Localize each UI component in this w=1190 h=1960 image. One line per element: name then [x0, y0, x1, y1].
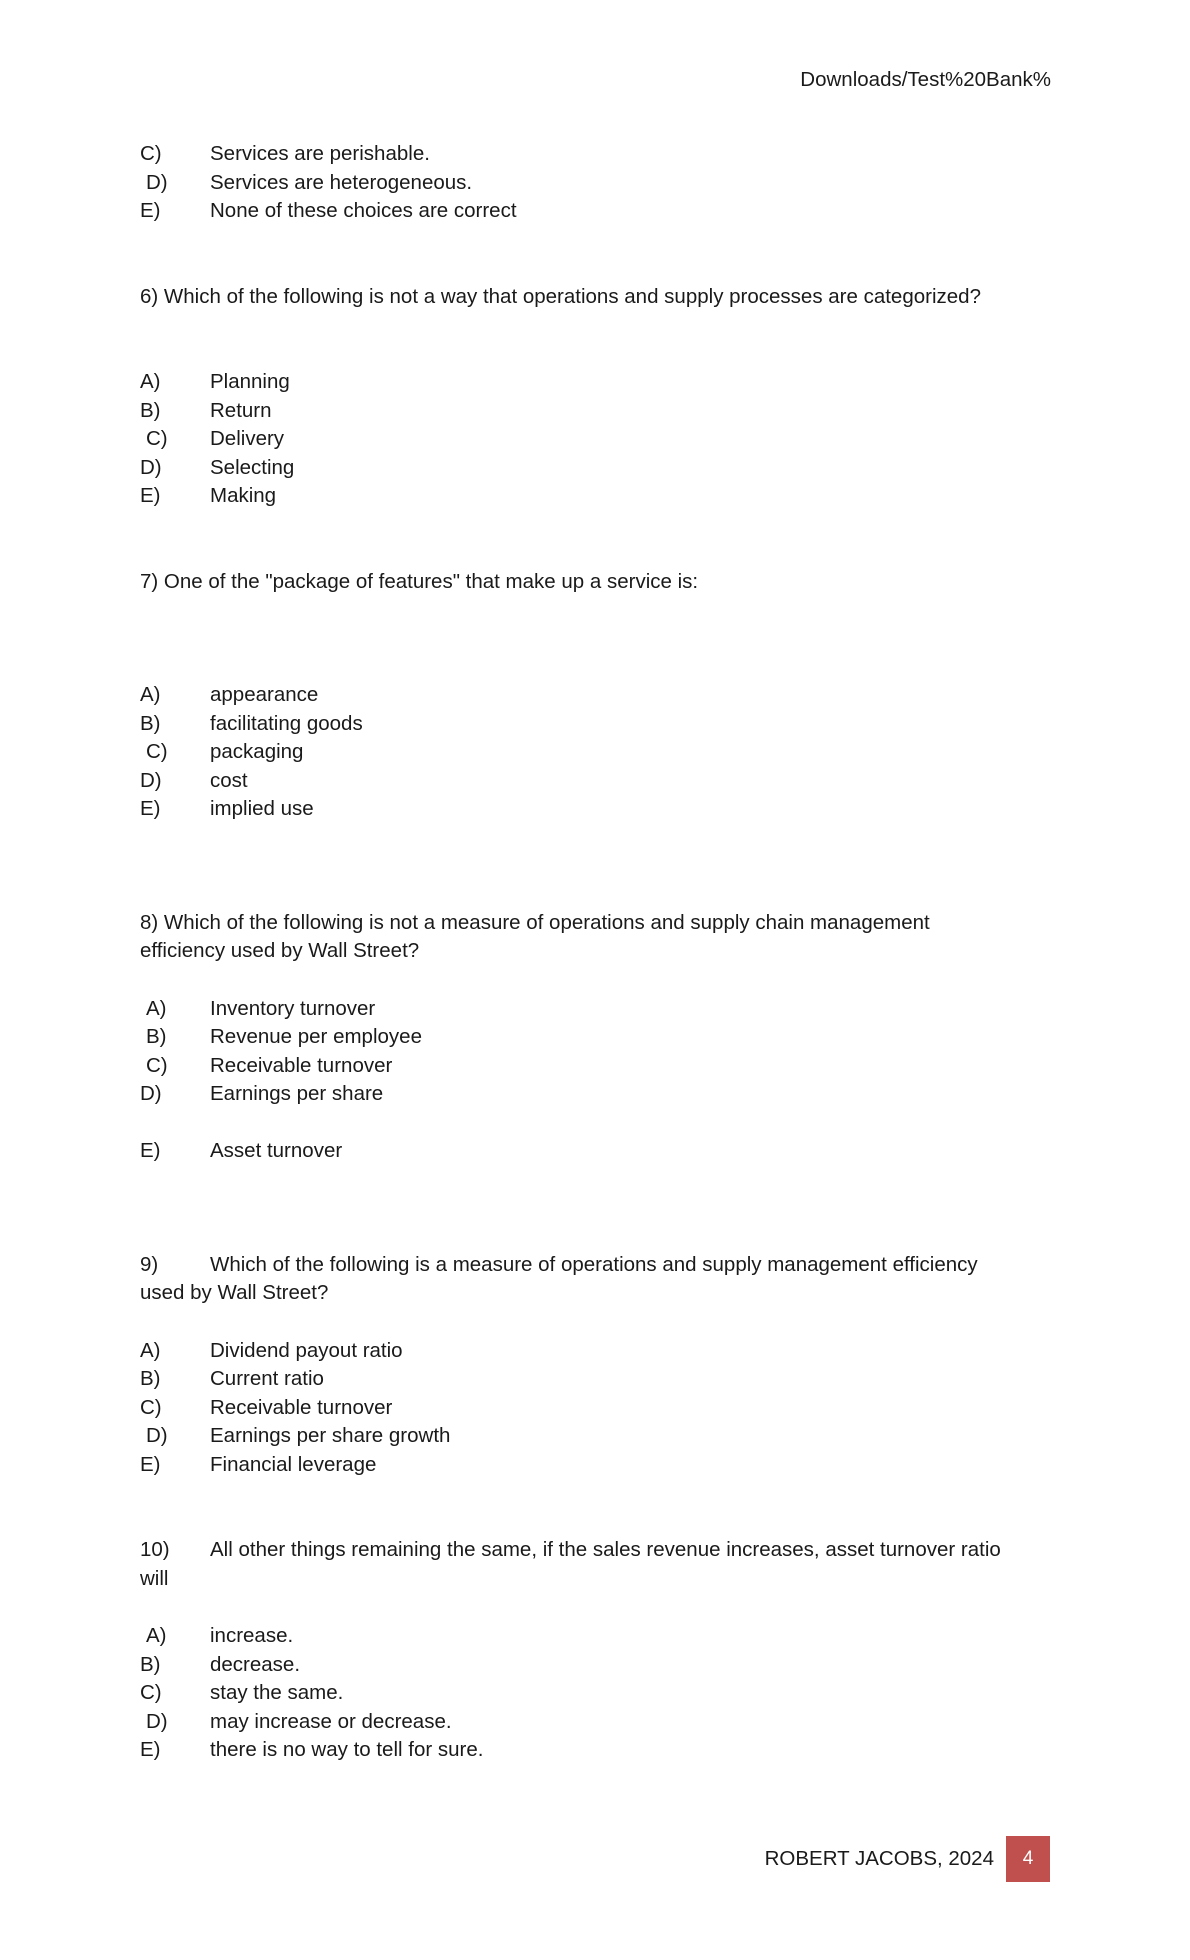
option-letter: A) — [146, 996, 167, 1020]
question-8-options — [140, 995, 1060, 1166]
question-7-text: 7) One of the "package of features" that make up a service is: — [140, 569, 699, 593]
list-item — [140, 397, 1060, 426]
question-9-number: 9) — [140, 1252, 159, 1276]
option-text: there is no way to tell for sure. — [210, 1738, 484, 1761]
option-letter: E) — [140, 484, 161, 507]
question-9-text — [140, 1251, 1060, 1308]
option-letter: C) — [146, 740, 168, 763]
question-6-text: 6) Which of the following is not a way that operations and supply processes are categorized? — [140, 284, 981, 308]
option-letter: D) — [140, 768, 162, 792]
option-letter: B) — [140, 1367, 161, 1390]
option-letter: B) — [140, 1652, 161, 1676]
option-text: decrease. — [210, 1652, 301, 1676]
option-letter: E) — [140, 1738, 161, 1761]
option-text: Selecting — [210, 455, 295, 479]
question-9-line-1-text: Which of the following is a measure of operations and supply management efficiency — [210, 1252, 978, 1276]
option-text: Receivable turnover — [210, 1053, 393, 1077]
list-item — [140, 140, 1060, 169]
option-text: Financial leverage — [210, 1452, 377, 1476]
header-path: Downloads/Test%20Bank% — [800, 68, 1051, 91]
option-text: cost — [210, 768, 248, 792]
option-text: Delivery — [210, 427, 285, 450]
option-letter: A) — [140, 683, 161, 706]
option-letter: E) — [140, 1139, 161, 1162]
question-7-options — [140, 681, 1060, 824]
list-item — [140, 1651, 1060, 1680]
footer-author: ROBERT JACOBS, 2024 — [764, 1847, 994, 1870]
option-text: Services are perishable. — [210, 142, 430, 165]
continued-options-list — [140, 140, 1060, 226]
option-text: increase. — [210, 1624, 294, 1647]
option-letter: B) — [140, 711, 161, 735]
option-text: Asset turnover — [210, 1139, 343, 1162]
option-letter: E) — [140, 199, 161, 222]
option-text: packaging — [210, 740, 304, 763]
document-page — [140, 140, 1060, 1765]
list-item — [140, 368, 1060, 397]
option-text: None of these choices are correct — [210, 199, 517, 222]
option-letter: B) — [140, 398, 161, 422]
question-9-line-1 — [140, 1251, 1060, 1280]
option-text: Earnings per share growth — [210, 1424, 451, 1447]
option-letter: C) — [146, 1053, 168, 1077]
option-text: Making — [210, 484, 277, 507]
question-10-line-1 — [140, 1536, 1060, 1565]
page-number-badge: 4 — [1006, 1836, 1050, 1882]
question-10-text — [140, 1536, 1060, 1593]
option-letter: A) — [146, 1624, 167, 1647]
list-item — [140, 1080, 1060, 1109]
list-item — [140, 482, 1060, 511]
list-item — [140, 1451, 1060, 1480]
list-item — [140, 1337, 1060, 1366]
list-item — [140, 425, 1060, 454]
list-item — [140, 767, 1060, 796]
list-item — [140, 738, 1060, 767]
option-text: implied use — [210, 797, 314, 820]
question-6-options — [140, 368, 1060, 511]
list-item — [140, 1137, 1060, 1166]
option-text: Earnings per share — [210, 1082, 384, 1105]
list-item — [140, 1622, 1060, 1651]
option-text: stay the same. — [210, 1681, 344, 1704]
option-text: Inventory turnover — [210, 996, 376, 1020]
question-8-text — [140, 909, 1060, 966]
option-letter: D) — [146, 170, 168, 194]
list-item — [140, 1708, 1060, 1737]
question-8-line-2: efficiency used by Wall Street? — [140, 939, 420, 962]
option-text: may increase or decrease. — [210, 1709, 452, 1733]
option-letter: D) — [146, 1709, 168, 1733]
option-letter: C) — [140, 142, 162, 165]
option-letter: E) — [140, 1452, 161, 1476]
list-item — [140, 1394, 1060, 1423]
option-text: facilitating goods — [210, 711, 363, 735]
option-letter: C) — [146, 427, 168, 450]
list-item — [140, 169, 1060, 198]
list-item — [140, 795, 1060, 824]
option-text: Receivable turnover — [210, 1395, 393, 1419]
option-text: Revenue per employee — [210, 1025, 422, 1048]
list-item — [140, 197, 1060, 226]
list-item — [140, 1365, 1060, 1394]
list-item — [140, 1052, 1060, 1081]
list-item — [140, 995, 1060, 1024]
question-10-options — [140, 1622, 1060, 1765]
question-10-line-1-text: All other things remaining the same, if the sales revenue increases, asset turnover ratio — [210, 1538, 1001, 1561]
page-footer — [765, 1836, 1050, 1882]
question-9-line-2: used by Wall Street? — [140, 1281, 329, 1304]
list-item — [140, 1023, 1060, 1052]
list-item — [140, 1736, 1060, 1765]
option-text: Planning — [210, 370, 290, 393]
option-text: Current ratio — [210, 1367, 324, 1390]
option-text: Dividend payout ratio — [210, 1338, 403, 1362]
option-letter: B) — [146, 1025, 167, 1048]
option-text: appearance — [210, 683, 319, 706]
option-letter: D) — [140, 455, 162, 479]
option-text: Return — [210, 398, 272, 422]
question-10-line-2: will — [140, 1566, 169, 1590]
option-letter: A) — [140, 370, 161, 393]
option-text: Services are heterogeneous. — [210, 170, 473, 194]
option-letter: C) — [140, 1681, 162, 1704]
list-item — [140, 710, 1060, 739]
question-8-line-1: 8) Which of the following is not a measure of operations and supply chain management — [140, 910, 930, 934]
option-letter: E) — [140, 797, 161, 820]
list-item — [140, 454, 1060, 483]
option-letter: C) — [140, 1395, 162, 1419]
question-10-number: 10) — [140, 1538, 170, 1561]
option-letter: D) — [140, 1082, 162, 1105]
question-9-options — [140, 1337, 1060, 1480]
option-letter: A) — [140, 1338, 161, 1362]
list-item — [140, 1422, 1060, 1451]
list-item — [140, 681, 1060, 710]
option-letter: D) — [146, 1424, 168, 1447]
list-item — [140, 1679, 1060, 1708]
